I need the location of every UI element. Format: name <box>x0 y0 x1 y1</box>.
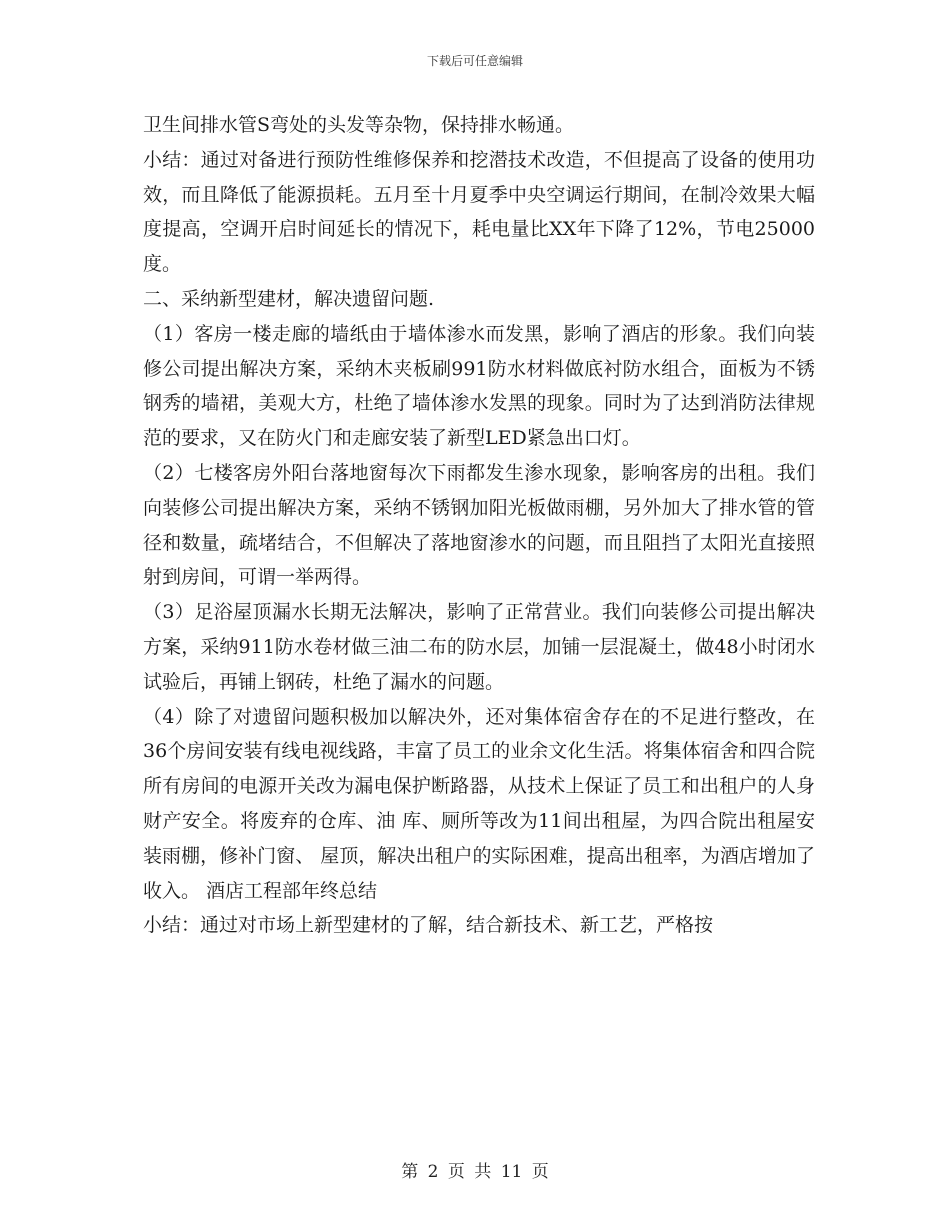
paragraph-drain-cleaning: 卫生间排水管S弯处的头发等杂物，保持排水畅通。 <box>143 114 575 136</box>
paragraph-summary-energy: 小结：通过对备进行预防性维修保养和挖潜技术改造，不但提高了设备的使用功效，而且降低了能源损耗。五月至十月夏季中央空调运行期间，在制冷效果大幅度提高，空调开启时间延长的情况下，耗电量比XX年下降了12%，节电25000度。 <box>143 148 815 276</box>
paragraph-item-3: （3）足浴屋顶漏水长期无法解决，影响了正常营业。我们向装修公司提出解决方案，采纳911防水卷材做三油二布的防水层，加铺一层混凝土，做48小时闭水试验后，再铺上钢砖，杜绝了漏水的问题。 <box>143 601 815 693</box>
paragraph-summary-materials: 小结：通过对市场上新型建材的了解，结合新技术、新工艺，严格按 <box>143 914 714 937</box>
paragraph-item-2: （2）七楼客房外阳台落地窗每次下雨都发生渗水现象，影响客房的出租。我们向装修公司提出解决方案，采纳不锈钢加阳光板做雨棚，另外加大了排水管的管径和数量，疏堵结合，不但解决了落地窗渗水的问题，而且阻挡了太阳光直接照射到房间，可谓一举两得。 <box>143 461 815 589</box>
paragraph-item-1: （1）客房一楼走廊的墙纸由于墙体渗水而发黑，影响了酒店的形象。我们向装修公司提出解决方案，采纳木夹板刷991防水材料做底衬防水组合，面板为不锈钢秀的墙裙，美观大方，杜绝了墙体渗水发黑的现象。同时为了达到消防法律规范的要求，又在防火门和走廊安装了新型LED紧急出口灯。 <box>143 322 815 450</box>
paragraph-item-4: （4）除了对遗留问题积极加以解决外，还对集体宿舍存在的不足进行整改，在36个房间安装有线电视线路，丰富了员工的业余文化生活。将集体宿舍和四合院所有房间的电源开关改为漏电保护断路器，从技术上保证了员工和出租户的人身财产安全。将废弃的仓库、油 库、厕所等改为11间出租屋，为四合院出租屋安装雨棚，修补门窗、 屋顶，解决出租户的实际困难，提高出租率，为酒店增加了收入。 酒店工程部年终总结 <box>143 705 815 902</box>
section-heading-new-materials: 二、采纳新型建材，解决遗留问题. <box>143 287 435 310</box>
page-header: 下载后可任意编辑 <box>426 54 523 68</box>
document-body <box>143 108 815 943</box>
page-footer: 第 2 页 共 11 页 <box>401 1162 549 1182</box>
